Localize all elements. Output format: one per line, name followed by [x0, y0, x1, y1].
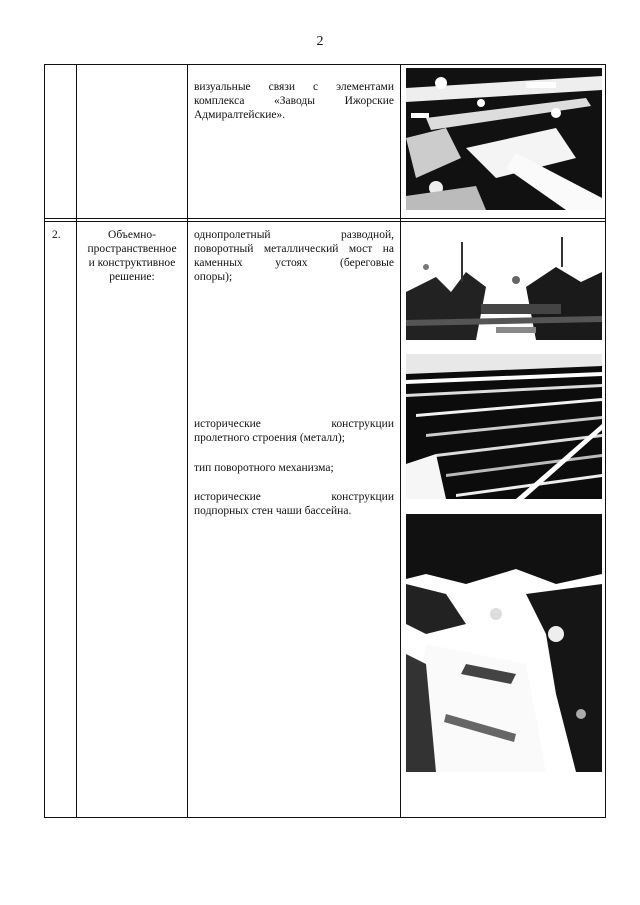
page-number: 2: [316, 34, 324, 49]
item2-line-1: исторические конструкции: [194, 418, 394, 430]
row2-item-3: [194, 461, 394, 475]
aerial-city-photo: [406, 68, 602, 210]
row2-item-1: [194, 228, 394, 284]
monument-table: [44, 64, 606, 818]
item3-line-1: тип поворотного механизма;: [194, 462, 334, 474]
item4-line-2: подпорных стен чаши бассейна.: [194, 505, 352, 517]
table-left-border: [44, 64, 45, 818]
table-top-border: [44, 64, 606, 65]
row1-line-1: визуальные связи с элементами: [194, 81, 394, 93]
row2-item-2: [194, 417, 394, 445]
row-separator: [44, 218, 606, 219]
item1-line-2: поворотный металлический мост на: [194, 243, 394, 255]
retaining-wall-photo: [406, 514, 602, 772]
item2-line-2: пролетного строения (металл);: [194, 432, 345, 444]
col-divider-3: [400, 64, 401, 818]
item1-line-3: каменных устоях (береговые: [194, 257, 394, 269]
row2-name: [78, 228, 186, 284]
row1-line-2: комплекса «Заводы Ижорские: [194, 95, 394, 107]
row2-name-line-2: пространственное: [87, 243, 177, 255]
row2-number: 2.: [52, 229, 61, 241]
row1-line-3: Адмиралтейские».: [194, 109, 286, 121]
row2-name-line-3: и конструктивное: [88, 257, 176, 269]
bridge-span-structure-photo: [406, 354, 602, 499]
row2-item-4: [194, 490, 394, 518]
item1-line-1: однопролетный разводной,: [194, 229, 394, 241]
table-right-border: [605, 64, 606, 818]
row2-name-line-4: решение:: [109, 271, 155, 283]
item4-line-1: исторические конструкции: [194, 491, 394, 503]
col-divider-1: [76, 64, 77, 818]
table-bottom-border: [44, 817, 606, 818]
row2-name-line-1: Объемно-: [108, 229, 156, 241]
row-separator-inner: [44, 221, 606, 222]
item1-line-4: опоры);: [194, 271, 233, 283]
bridge-overview-photo: [406, 232, 602, 340]
row1-description: [194, 80, 394, 122]
col-divider-2: [187, 64, 188, 818]
